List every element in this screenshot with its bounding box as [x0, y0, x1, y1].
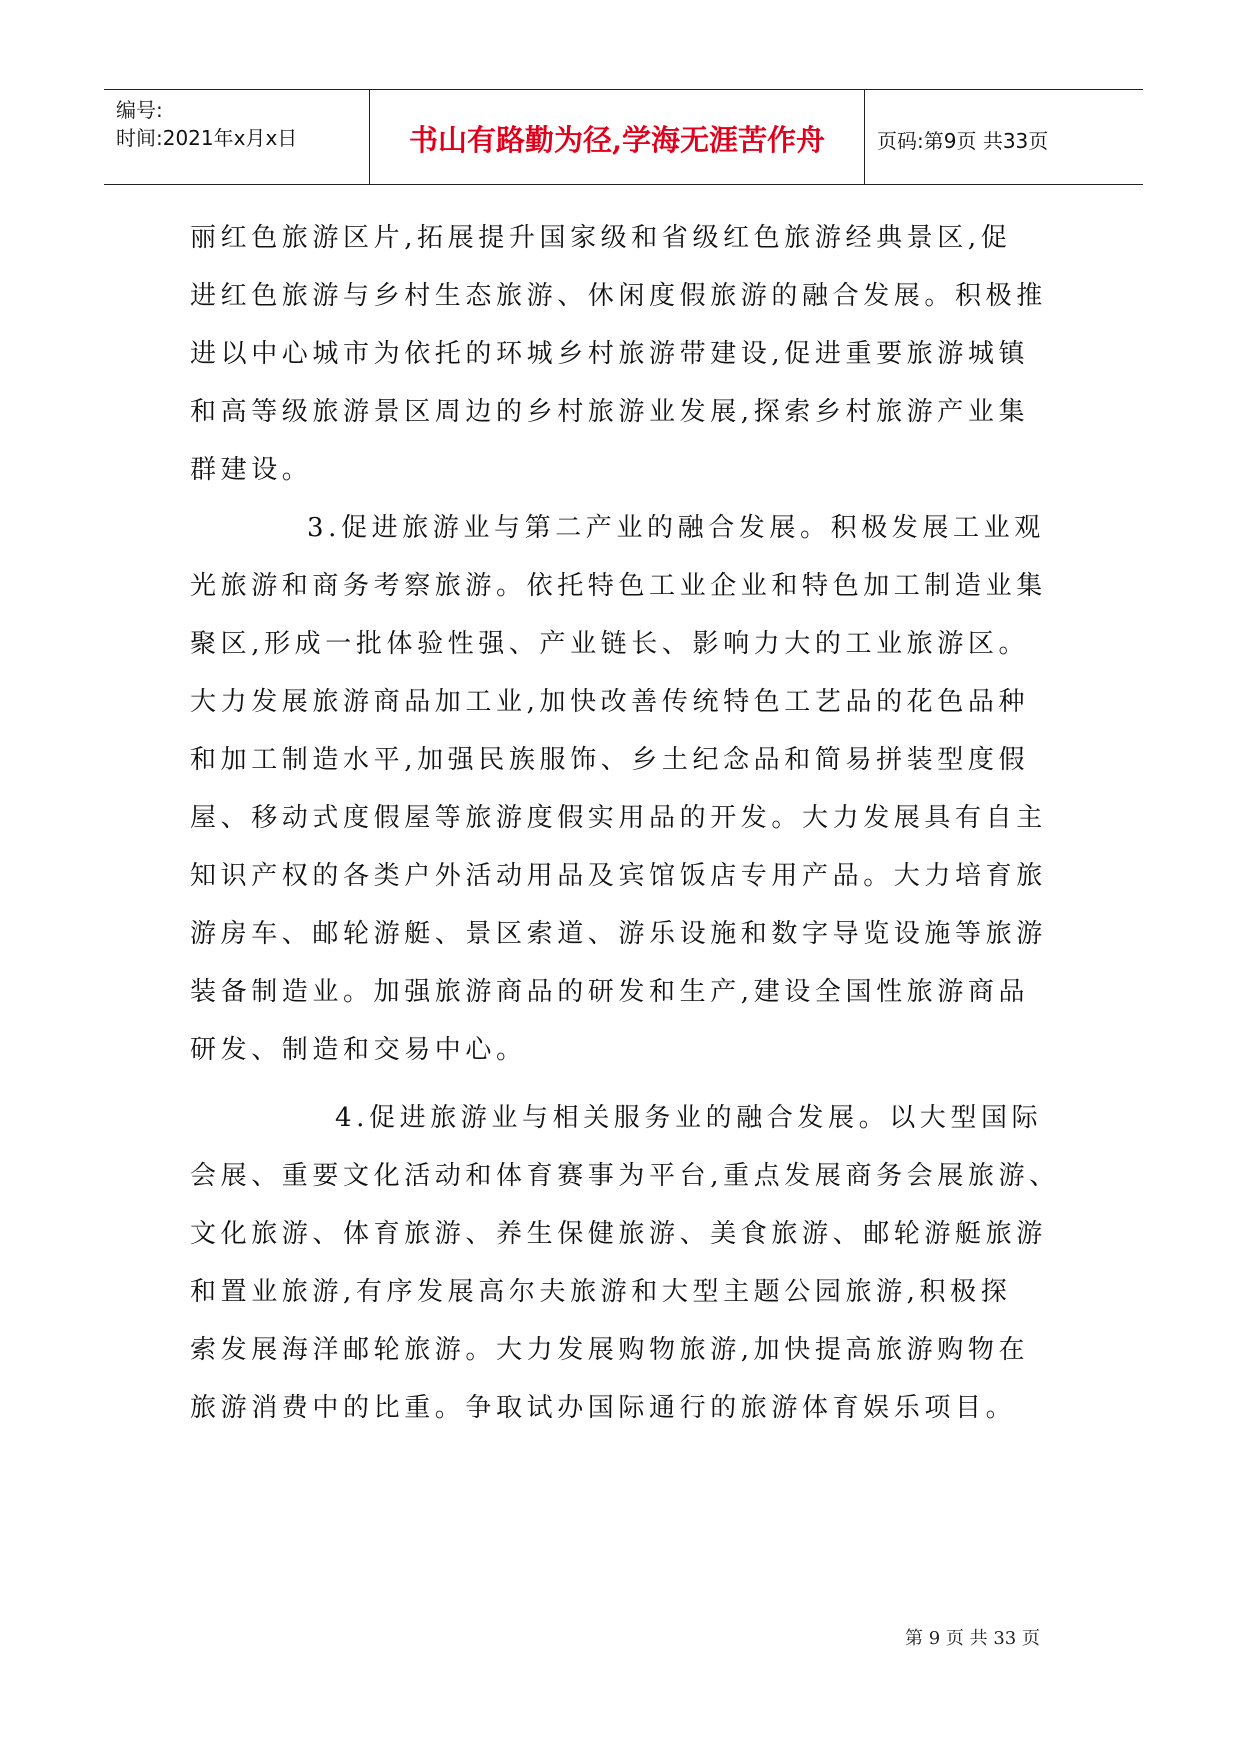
header-table [104, 89, 1143, 185]
header-left-cell [104, 90, 369, 184]
body-line: 会展、重要文化活动和体育赛事为平台,重点发展商务会展旅游、 [190, 1161, 1060, 1191]
body-line: 丽红色旅游区片,拓展提升国家级和省级红色旅游经典景区,促 [190, 223, 1012, 253]
body-line: 聚区,形成一批体验性强、产业链长、影响力大的工业旅游区。 [190, 629, 1030, 659]
body-line: 装备制造业。加强旅游商品的研发和生产,建设全国性旅游商品 [190, 977, 1030, 1007]
header-center-cell [369, 90, 865, 184]
body-line: 索发展海洋邮轮旅游。大力发展购物旅游,加快提高旅游购物在 [190, 1335, 1030, 1365]
header-right-cell [865, 90, 1143, 184]
body-line: 3.促进旅游业与第二产业的融合发展。积极发展工业观 [307, 513, 1045, 543]
body-line: 光旅游和商务考察旅游。依托特色工业企业和特色加工制造业集 [190, 571, 1047, 601]
header-motto: 书山有路勤为径,学海无涯苦作舟 [408, 123, 826, 157]
document-number-label: 编号: [116, 98, 163, 122]
body-line: 进红色旅游与乡村生态旅游、休闲度假旅游的融合发展。积极推 [190, 281, 1047, 311]
header-page-label: 页码:第9页 共33页 [877, 129, 1049, 153]
body-line: 4.促进旅游业与相关服务业的融合发展。以大型国际 [335, 1103, 1043, 1133]
body-line: 进以中心城市为依托的环城乡村旅游带建设,促进重要旅游城镇 [190, 339, 1030, 369]
document-time-label: 时间:2021年x月x日 [116, 126, 298, 150]
body-line: 和加工制造水平,加强民族服饰、乡土纪念品和简易拼装型度假 [190, 745, 1030, 775]
body-line: 研发、制造和交易中心。 [190, 1035, 527, 1065]
body-line: 知识产权的各类户外活动用品及宾馆饭店专用产品。大力培育旅 [190, 861, 1047, 891]
body-line: 大力发展旅游商品加工业,加快改善传统特色工艺品的花色品种 [190, 687, 1030, 717]
body-line: 群建设。 [190, 455, 313, 485]
body-line: 旅游消费中的比重。争取试办国际通行的旅游体育娱乐项目。 [190, 1393, 1017, 1423]
body-line: 和置业旅游,有序发展高尔夫旅游和大型主题公园旅游,积极探 [190, 1277, 1012, 1307]
body-line: 屋、移动式度假屋等旅游度假实用品的开发。大力发展具有自主 [190, 803, 1047, 833]
body-line: 文化旅游、体育旅游、养生保健旅游、美食旅游、邮轮游艇旅游 [190, 1219, 1047, 1249]
page-footer: 第 9 页 共 33 页 [905, 1628, 1040, 1649]
body-line: 和高等级旅游景区周边的乡村旅游业发展,探索乡村旅游产业集 [190, 397, 1030, 427]
body-line: 游房车、邮轮游艇、景区索道、游乐设施和数字导览设施等旅游 [190, 919, 1047, 949]
